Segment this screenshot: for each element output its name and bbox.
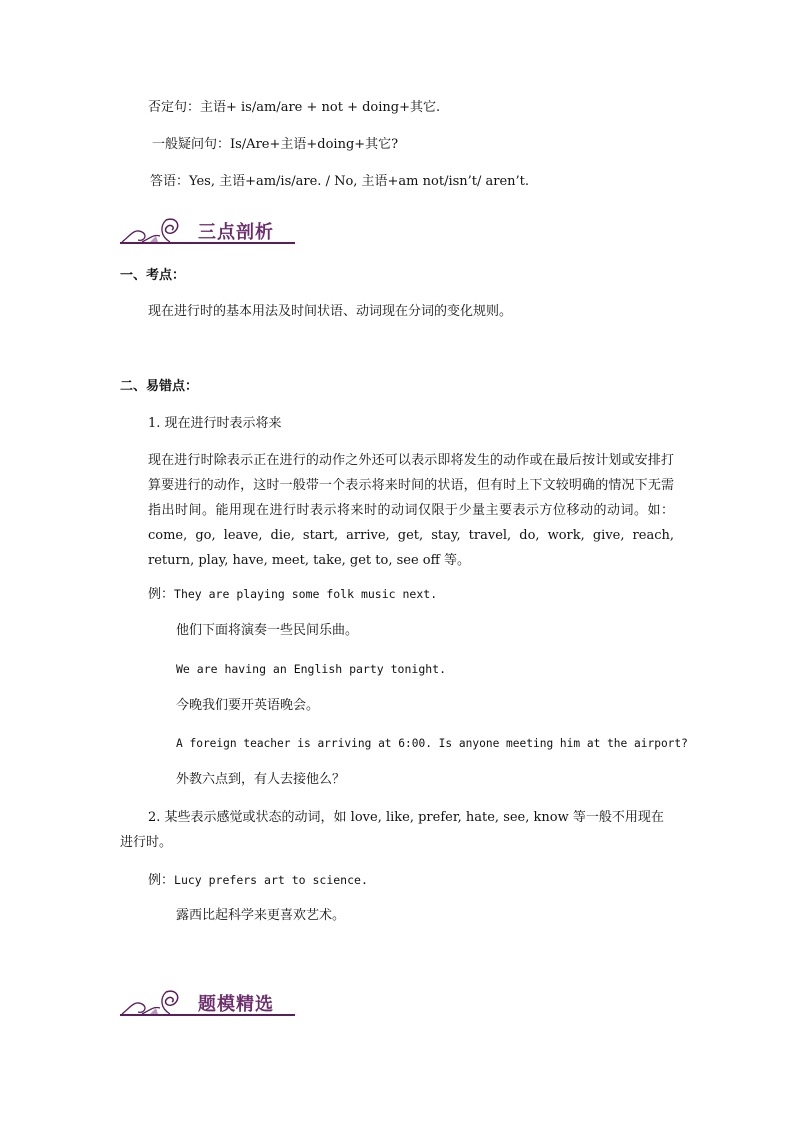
question-sentence-rule: 一般疑问句：Is/Are+主语+doing+其它? [152,137,399,152]
example-label: 例： [148,587,175,602]
example-chinese: 露西比起科学来更喜欢艺术。 [176,908,346,923]
point2-text: 2. 某些表示感觉或状态的动词，如 love, like, prefer, hate, see, know 等一般不用现在进行时。 [120,810,664,850]
example-english: A foreign teacher is arriving at 6:00. Is anyone meeting him at the airport? [176,737,688,750]
point1-body: 现在进行时除表示正在进行的动作之外还可以表示即将发生的动作或在最后按计划或安排打算要进行的动作，这时一般带一个表示将来时间的状语，但有时上下文较明确的情况下无需指出时间。能用现在进行时表示将来时的动词仅限于少量主要表示方位移动的动词。如：come, go, leave, die, start, arrive, get, stay, travel, do, work, give, reach, return, play, have, meet, take, get to, see off 等。 [148,453,674,568]
example-block-2 [148,871,368,890]
yicuo-heading: 二、易错点： [120,379,199,394]
section-title: 题模精选 [198,994,274,1015]
example-english: They are playing some folk music next. [174,587,438,601]
example-chinese: 他们下面将演奏一些民间乐曲。 [176,623,359,638]
section-heading-analysis [120,216,295,244]
kaodian-text: 现在进行时的基本用法及时间状语、动词现在分词的变化规则。 [148,304,513,319]
example-chinese: 外教六点到，有人去接他么？ [176,772,346,787]
section-heading-exercises [120,988,295,1016]
negative-sentence-rule: 否定句：主语+ is/am/are + not + doing+其它. [148,100,441,115]
answer-rule: 答语：Yes, 主语+am/is/are. / No, 主语+am not/isn’t/ aren’t. [150,174,530,189]
example-block-1 [148,585,437,604]
flourish-ornament-icon [120,216,190,244]
point1-title: 1. 现在进行时表示将来 [148,416,282,431]
example-english: We are having an English party tonight. [176,662,447,676]
example-english: Lucy prefers art to science. [174,873,368,887]
kaodian-heading: 一、考点： [120,268,186,283]
example-label: 例： [148,873,175,888]
section-title: 三点剖析 [198,222,274,243]
flourish-ornament-icon [120,988,190,1016]
example-chinese: 今晚我们要开英语晚会。 [176,698,320,713]
